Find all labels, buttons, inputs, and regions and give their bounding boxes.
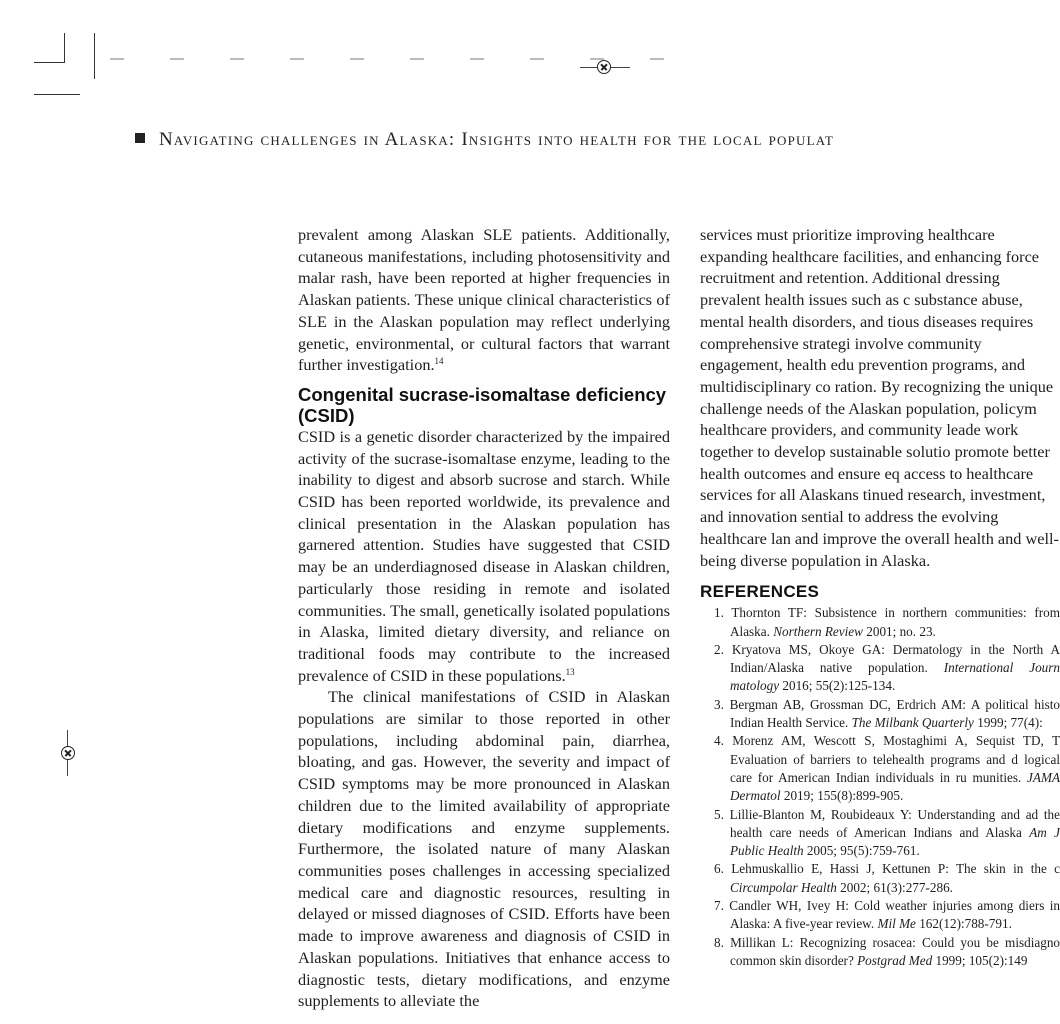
reference-item: 6. Lehmuskallio E, Hassi J, Kettunen P: The skin in the c Circumpolar Health 2002; 61(3):277-286.: [714, 861, 1060, 895]
paragraph-sle: prevalent among Alaskan SLE patients. Additionally, cutaneous manifestations, including photosensitivity and malar rash, have been reported at higher frequencies in Alaskan patients. These unique clinical characteristics of SLE in the Alaskan population may reflect underlying genetic, environmental, or cultural factors that warrant further investigation.$^{14}$: [298, 225, 670, 375]
right-column: [700, 224, 1060, 970]
journal-name: Mil Me: [877, 916, 916, 932]
journal-name: International Journ matology: [730, 660, 1060, 694]
registration-mark-left-icon: [61, 746, 75, 760]
paragraph-conclusion: services must prioritize improving healthcare expanding healthcare facilities, and enhancing force recruitment and retention. Additional dressing prevalent health issues such as c substance abuse, mental health disorders, and tious diseases requires comprehensive strategi involve community engagement, health edu prevention programs, and multidisciplinary co ration. By recognizing the unique challenge needs of the Alaskan population, policym healthcare providers, and community leade work together to develop sustainable solutio promote better health outcomes and ensure eq access to healthcare services for all Alaskans tinued research, investment, and innovation sential to address the evolving healthcare lan and improve the overall health and well-being diverse population in Alaska.: [700, 225, 1059, 570]
journal-name: Northern Review: [773, 623, 863, 639]
running-head-text: Navigating challenges in Alaska: Insights into health for the local populat: [159, 129, 835, 150]
reference-item: 7. Candler WH, Ivey H: Cold weather injuries among diers in Alaska: A five-year review. Mil Me 162(12):788-791.: [714, 898, 1060, 932]
crop-mark-vertical-2: [94, 33, 95, 79]
crop-mark-horizontal: [34, 62, 64, 63]
journal-name: Am J Public Health: [730, 824, 1060, 859]
journal-name: Circumpolar Health: [730, 879, 837, 895]
crop-mark-vertical: [64, 33, 65, 63]
bullet-square-icon: [135, 133, 145, 143]
registration-mark-icon: [597, 60, 611, 74]
journal-name: The Milbank Quarterly: [851, 715, 974, 731]
left-column: [298, 224, 670, 1012]
journal-name: JAMA Dermatol: [730, 769, 1060, 804]
section-heading-csid: Congenital sucrase-isomaltase deficiency (CSID): [298, 383, 667, 426]
journal-name: Postgrad Med: [857, 952, 933, 968]
reference-item: 4. Morenz AM, Wescott S, Mostaghimi A, Sequist TD, T Evaluation of barriers to telehealth programs and d logical care for American Indian individuals in ru munities. JAMA Dermatol 2019; 155(8):899-905.: [714, 733, 1060, 804]
printer-slug-line: [110, 58, 710, 60]
citation: 13: [565, 666, 575, 677]
paragraph-csid-clinical: The clinical manifestations of CSID in Alaskan populations are similar to those reported in other populations, including abdominal pain, diarrhea, bloating, and gas. However, the severity and impact of CSID symptoms may be more pronounced in Alaskan children due to the limited availability of appropriate dietary modifications and enzyme supplements. Furthermore, the isolated nature of many Alaskan communities poses challenges in accessing specialized medical care and diagnostic resources, resulting in delayed or missed diagnoses of CSID. Efforts have been made to improve awareness and diagnosis of CSID in Alaskan populations. Initiatives that enhance access to diagnostic tests, dietary modifications, and enzyme supplements to alleviate the: [298, 687, 670, 1011]
references-heading: REFERENCES: [700, 582, 820, 602]
reference-item: 1. Thornton TF: Subsistence in northern communities: from Alaska. Northern Review 2001; no. 23.: [714, 605, 1060, 639]
paragraph-csid-intro: CSID is a genetic disorder characterized by the impaired activity of the sucrase-isomaltase enzyme, leading to the inability to digest and absorb sucrose and starch. While CSID has been reported worldwide, its prevalence and clinical presentation in the Alaskan population has garnered attention. Studies have suggested that CSID may be an underdiagnosed disease in Alaskan children, particularly those residing in remote and isolated communities. The small, genetically isolated populations in Alaska, limited dietary diversity, and reliance on traditional foods may contribute to the increased prevalence of CSID in these populations.$^{13}$: [298, 426, 670, 685]
running-head: [135, 129, 1024, 151]
reference-list: [700, 604, 1060, 970]
citation: 14: [434, 356, 444, 367]
reference-item: 3. Bergman AB, Grossman DC, Erdrich AM: A political histo Indian Health Service. The Milbank Quarterly 1999; 77(4):: [714, 696, 1060, 731]
reference-item: 8. Millikan L: Recognizing rosacea: Could you be misdiagno common skin disorder? Postgrad Med 1999; 105(2):149: [714, 934, 1060, 968]
crop-mark-horizontal-2: [34, 94, 80, 95]
reference-item: 2. Kryatova MS, Okoye GA: Dermatology in the North A Indian/Alaska native population. International Journ matology 2016; 55(2):125-134.: [714, 641, 1060, 694]
reference-item: 5. Lillie-Blanton M, Roubideaux Y: Understanding and ad the health care needs of American Indians and Alaska Am J Public Health 2005; 95(5):759-761.: [714, 806, 1060, 859]
